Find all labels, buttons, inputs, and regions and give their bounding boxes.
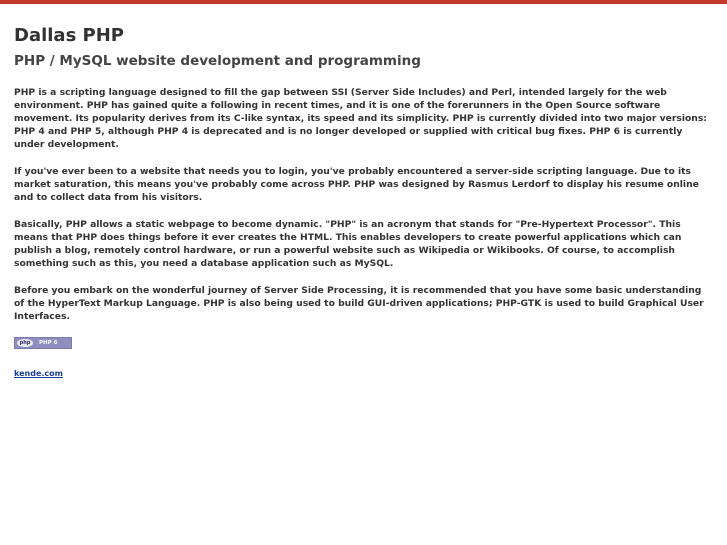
page-title: Dallas PHP xyxy=(14,25,125,46)
page-subtitle: PHP / MySQL website development and programming xyxy=(14,53,421,69)
paragraph-embark: Before you embark on the wonderful journey of Server Side Processing, it is recommended that you have some basic understanding of the HyperText Markup Language. PHP is also being used to build GUI-driven applications; PHP-GTK is used to build Graphical User Interfaces. xyxy=(14,285,704,322)
paragraph-dynamic: Basically, PHP allows a static webpage to become dynamic. "PHP" is an acronym that stands for "Pre-Hypertext Processor". This means that PHP does things before it ever creates the HTML. This enables developers to create powerful applications which can publish a blog, remotely control hardware, or run a powerful website such as Wikipedia or Wikibooks. Of course, to accomplish something such as this, you need a database application such as MySQL. xyxy=(14,219,682,269)
main-content xyxy=(14,24,714,380)
paragraph-intro: PHP is a scripting language designed to fill the gap between SSI (Server Side Includes) and Perl, intended largely for the web environment. PHP has gained quite a following in recent times, and it is one of the forerunners in the Open Source software movement. Its popularity derives from its C-like syntax, its speed and its simplicity. PHP is currently divided into two major versions: PHP 4 and PHP 5, although PHP 4 is deprecated and is no longer developed or supplied with critical bug fixes. PHP 6 is currently under development. xyxy=(14,87,707,150)
badge-label: PHP 6 xyxy=(39,340,58,346)
paragraph-login: If you've ever been to a website that needs you to login, you've probably encountered a server-side scripting language. Due to its market saturation, this means you've probably come across PHP. PHP was designed by Rasmus Lerdorf to display his resume online and to collect data from his visitors. xyxy=(14,166,699,203)
php6-badge[interactable] xyxy=(14,337,72,349)
php-logo-icon: php xyxy=(17,339,33,347)
kende-link[interactable]: kende.com xyxy=(14,369,63,378)
top-accent-bar xyxy=(0,0,727,4)
